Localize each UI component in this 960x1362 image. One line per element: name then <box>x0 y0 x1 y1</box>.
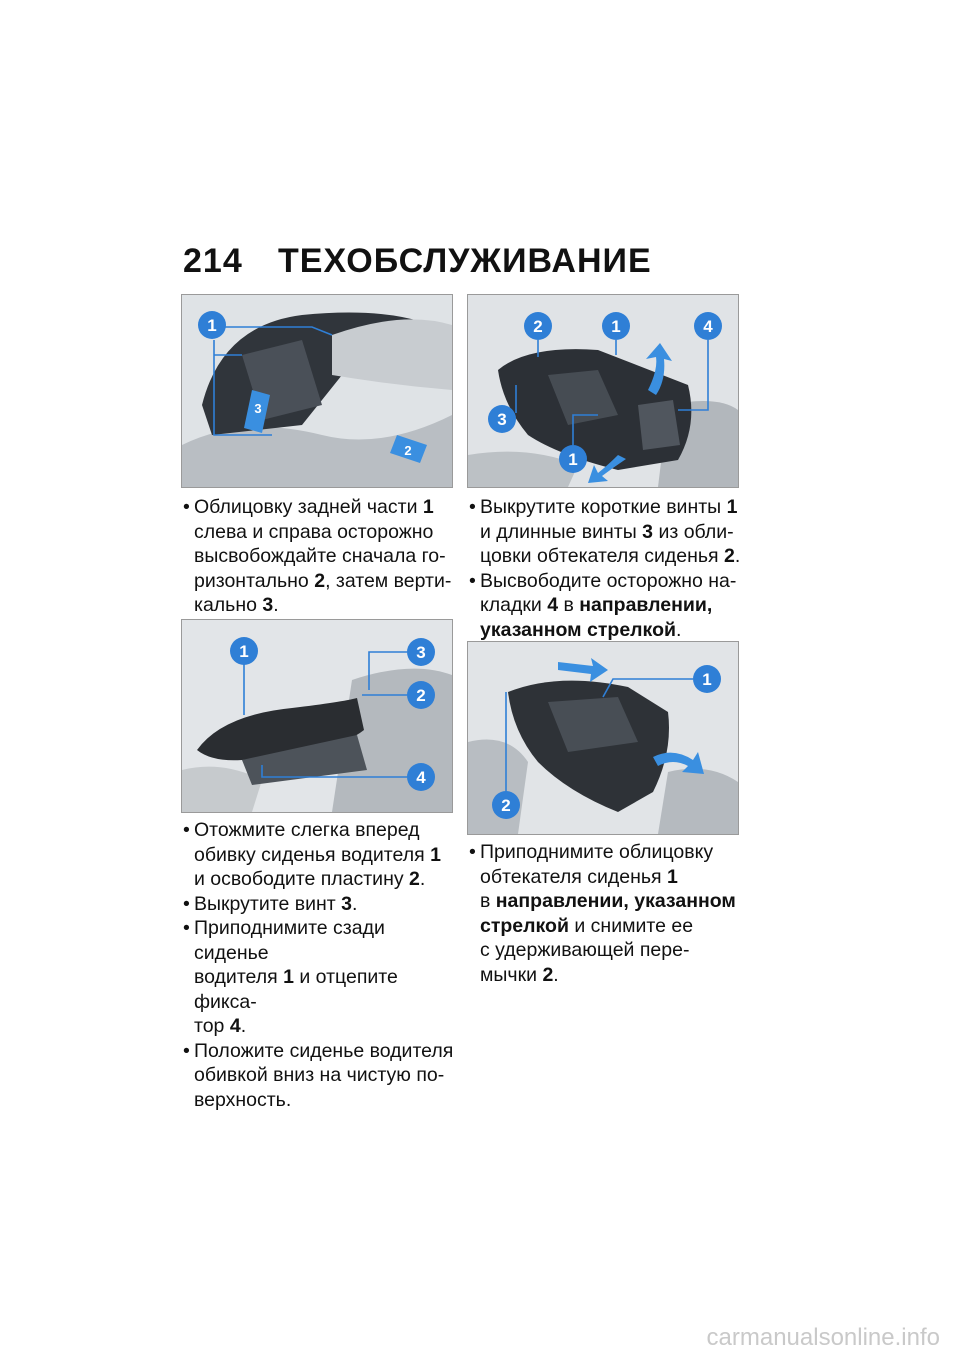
text-line: обтекателя сиденья <box>480 865 667 888</box>
figure-rear-trim <box>181 294 453 488</box>
emphasis-text: направлении, указанном <box>495 890 736 912</box>
text-line: и отцепите фикса- <box>194 966 398 1013</box>
emphasis-text: стрелкой <box>480 914 569 937</box>
emphasis-text: направлении, <box>579 594 713 616</box>
callout-2: 2 <box>533 317 543 336</box>
callout-2: 2 <box>501 796 511 815</box>
text-line: Выкрутите винт <box>194 892 342 915</box>
text-line: Положите сиденье водителя <box>194 1039 454 1062</box>
ref-number: 3 <box>642 520 654 543</box>
bullet-icon: • <box>183 496 190 518</box>
callout-3: 3 <box>497 410 507 429</box>
right-step-lift-fairing <box>469 840 744 987</box>
text-line: Выкрутите короткие винты <box>480 496 727 518</box>
text-line: Приподнимите облицовку <box>480 841 714 863</box>
text-line: из обли- <box>653 520 734 543</box>
ref-number: 2 <box>314 569 326 592</box>
callout-1: 1 <box>611 317 621 336</box>
callout-3: 3 <box>416 643 426 662</box>
bullet-icon: • <box>183 819 190 841</box>
bullet-icon: • <box>469 569 476 592</box>
bullet-item <box>469 495 744 569</box>
left-steps-driver-seat <box>183 818 458 1112</box>
ref-number: 4 <box>229 1015 241 1037</box>
figure-driver-seat <box>181 619 453 813</box>
text-line: высвобождайте сначала го- <box>194 545 446 567</box>
ref-number: 1 <box>666 865 678 888</box>
text-line: Приподнимите сзади сиденье <box>194 917 385 964</box>
text-line: и снимите ее <box>568 914 694 937</box>
text-line: кладки <box>480 594 548 616</box>
ref-number: 3 <box>341 892 352 915</box>
bullet-item <box>183 892 458 917</box>
ref-number: 2 <box>723 545 735 567</box>
text-line: Облицовку задней части <box>194 496 423 518</box>
text-line: Отожмите слегка вперед <box>194 819 420 841</box>
text-line: , затем верти- <box>325 569 452 592</box>
bullet-icon: • <box>183 892 190 915</box>
ref-number: 1 <box>422 496 434 518</box>
page-header <box>183 242 652 281</box>
text-line: . <box>553 963 559 986</box>
text-line: . <box>675 618 682 641</box>
text-line: . <box>734 545 741 567</box>
text-line: обивкой вниз на чистую по- <box>194 1064 445 1086</box>
bullet-item <box>183 818 458 892</box>
text-line: мычки <box>480 963 543 986</box>
ref-number: 2 <box>409 868 420 890</box>
page-number: 214 <box>183 242 243 280</box>
text-line: . <box>240 1015 247 1037</box>
watermark[interactable]: carmanualsonline.info <box>706 1324 940 1351</box>
text-line: верхность. <box>194 1088 292 1111</box>
text-line: с удерживающей пере- <box>480 939 690 961</box>
bullet-icon: • <box>183 917 190 939</box>
callout-2: 2 <box>416 686 426 705</box>
right-steps-fairing-screws <box>469 495 744 642</box>
text-line: . <box>419 868 426 890</box>
text-line: Высвободите осторожно на- <box>480 569 737 592</box>
text-line: . <box>351 892 358 915</box>
figure-seat-fairing-screws <box>467 294 739 488</box>
text-line: . <box>273 594 279 616</box>
arrow-label-2: 2 <box>404 443 412 458</box>
text-line: водителя <box>194 966 284 988</box>
figure-seat-fairing-lift <box>467 641 739 835</box>
text-line: в <box>558 594 580 616</box>
section-title: ТЕХОБСЛУЖИВАНИЕ <box>278 242 652 280</box>
text-line: кально <box>194 594 263 616</box>
text-line: тор <box>194 1015 230 1037</box>
bullet-icon: • <box>183 1039 190 1062</box>
callout-1: 1 <box>207 316 217 335</box>
ref-number: 1 <box>283 966 294 988</box>
callout-4: 4 <box>416 768 426 787</box>
callout-4: 4 <box>703 317 713 336</box>
bullet-item <box>183 1039 458 1113</box>
text-line: и длинные винты <box>480 520 643 543</box>
text-line: и освободите пластину <box>194 868 410 890</box>
arrow-label-3: 3 <box>254 401 262 416</box>
text-line: слева и справа осторожно <box>194 520 434 543</box>
bullet-icon: • <box>469 841 476 863</box>
bullet-item <box>469 569 744 643</box>
text-line: цовки обтекателя сиденья <box>480 545 724 567</box>
emphasis-text: указанном стрелкой <box>480 618 676 641</box>
ref-number: 1 <box>430 843 441 866</box>
callout-1: 1 <box>239 642 249 661</box>
left-step-rear-trim <box>183 495 458 618</box>
bullet-icon: • <box>469 496 476 518</box>
ref-number: 1 <box>726 496 738 518</box>
callout-1: 1 <box>702 670 712 689</box>
ref-number: 4 <box>547 594 559 616</box>
ref-number: 3 <box>262 594 274 616</box>
callout-1b: 1 <box>568 450 578 469</box>
bullet-item <box>183 495 458 618</box>
text-line: в <box>480 890 496 912</box>
text-line: обивку сиденья водителя <box>194 843 431 866</box>
text-line: ризонтально <box>194 569 315 592</box>
ref-number: 2 <box>542 963 554 986</box>
bullet-item <box>469 840 744 987</box>
bullet-item <box>183 916 458 1039</box>
